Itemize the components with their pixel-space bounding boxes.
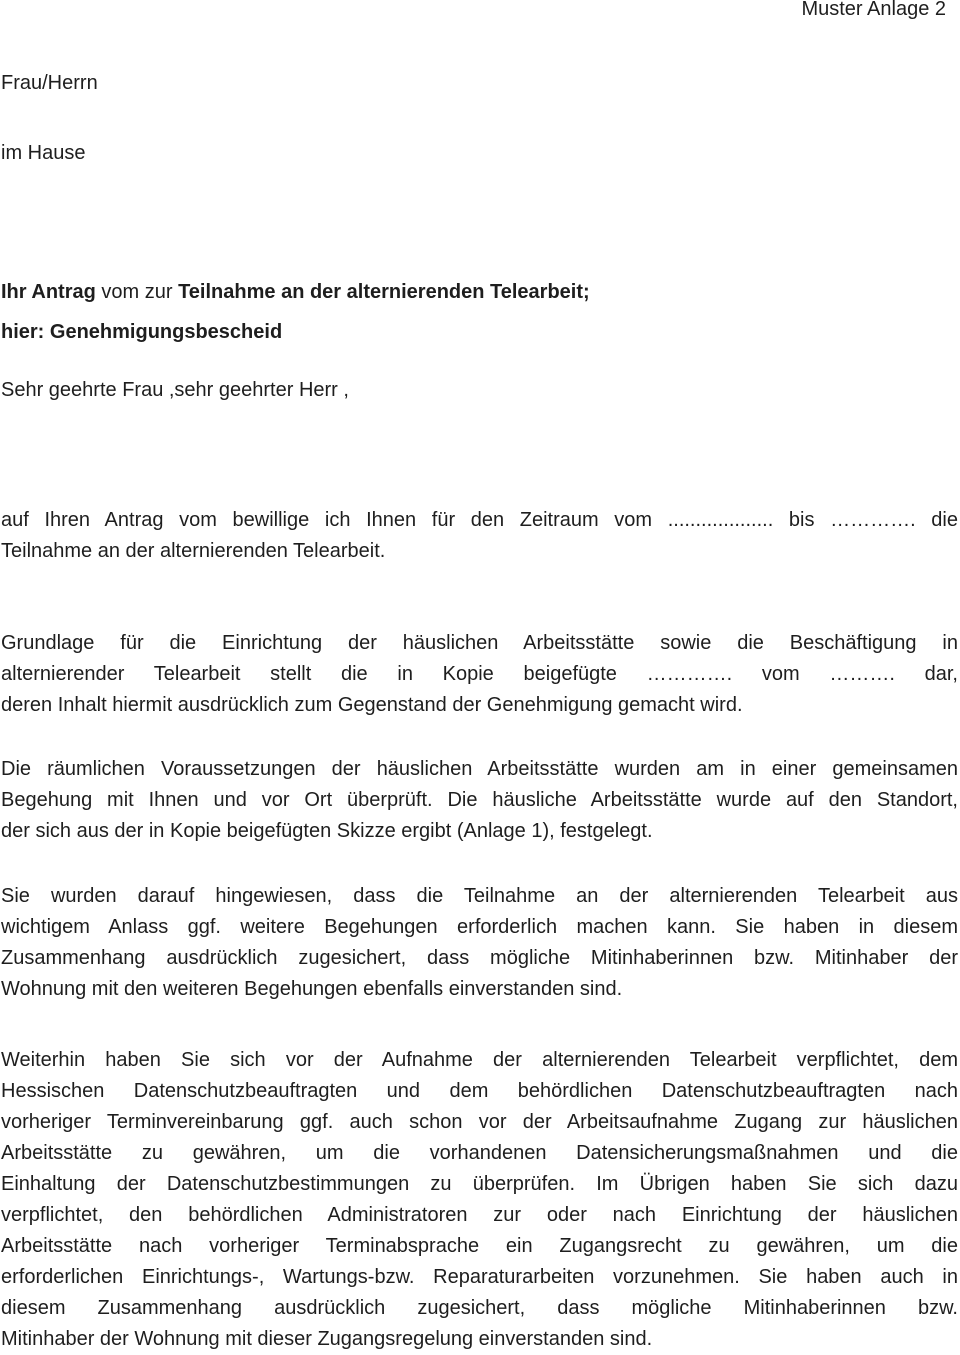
paragraph-1 (1, 505, 958, 567)
paragraph-line: Begehung mit Ihnen und vor Ort überprüft. Die häusliche Arbeitsstätte wurde auf den Standort, (1, 789, 958, 811)
paragraph-line: diesem Zusammenhang ausdrücklich zugesichert, dass mögliche Mitinhaberinnen bzw. (1, 1297, 958, 1319)
recipient-line (1, 68, 958, 99)
salutation-block (1, 375, 958, 406)
paragraph-line: Arbeitsstätte nach vorheriger Terminabsprache ein Zugangsrecht zu gewähren, um die (1, 1235, 958, 1257)
paragraph-3 (1, 754, 958, 847)
recipient-location (1, 138, 958, 169)
paragraph-line: auf Ihren Antrag vom bewillige ich Ihnen für den Zeitraum vom ................... bis …………. die (1, 509, 958, 531)
paragraph-line: Einhaltung der Datenschutzbestimmungen zu überprüfen. Im Übrigen haben Sie sich dazu (1, 1173, 958, 1195)
paragraph-5 (1, 1045, 958, 1355)
paragraph-line: Teilnahme an der alternierenden Telearbeit. (1, 540, 386, 562)
paragraph-line: deren Inhalt hiermit ausdrücklich zum Gegenstand der Genehmigung gemacht wird. (1, 694, 743, 716)
subject-bold-a: Ihr Antrag (1, 281, 96, 303)
paragraph-line: Zusammenhang ausdrücklich zugesichert, dass mögliche Mitinhaberinnen bzw. Mitinhaber der (1, 947, 958, 969)
subject-line-2: hier: Genehmigungsbescheid (1, 321, 283, 343)
paragraph-line: erforderlichen Einrichtungs-, Wartungs-bzw. Reparaturarbeiten vorzunehmen. Sie haben auch in (1, 1266, 958, 1288)
salutation: Sehr geehrte Frau ,sehr geehrter Herr , (1, 379, 349, 401)
paragraph-line: Grundlage für die Einrichtung der häuslichen Arbeitsstätte sowie die Beschäftigung in (1, 632, 958, 654)
paragraph-line: alternierender Telearbeit stellt die in Kopie beigefügte …………. vom ………. dar, (1, 663, 958, 685)
paragraph-line: Wohnung mit den weiteren Begehungen ebenfalls einverstanden sind. (1, 978, 623, 1000)
paragraph-line: Sie wurden darauf hingewiesen, dass die Teilnahme an der alternierenden Telearbeit aus (1, 885, 958, 907)
paragraph-line: verpflichtet, den behördlichen Administratoren zur oder nach Einrichtung der häuslichen (1, 1204, 958, 1226)
subject-normal: vom zur (95, 281, 179, 303)
paragraph-4 (1, 881, 958, 1005)
paragraph-line: Hessischen Datenschutzbeauftragten und dem behördlichen Datenschutzbeauftragten nach (1, 1080, 958, 1102)
annex-label: Muster Anlage 2 (801, 0, 946, 20)
subject (1, 277, 958, 348)
paragraph-line: Mitinhaber der Wohnung mit dieser Zugangsregelung einverstanden sind. (1, 1328, 653, 1350)
recipient-address: im Hause (1, 142, 86, 164)
subject-line-1 (1, 277, 958, 308)
paragraph-line: Die räumlichen Voraussetzungen der häuslichen Arbeitsstätte wurden am in einer gemeinsamen (1, 758, 958, 780)
subject-bold-b: Teilnahme an der alternierenden Telearbeit; (178, 281, 590, 303)
paragraph-line: Weiterhin haben Sie sich vor der Aufnahme der alternierenden Telearbeit verpflichtet, dem (1, 1049, 958, 1071)
paragraph-line: der sich aus der in Kopie beigefügten Skizze ergibt (Anlage 1), festgelegt. (1, 820, 653, 842)
paragraph-line: wichtigem Anlass ggf. weitere Begehungen erforderlich machen kann. Sie haben in diesem (1, 916, 958, 938)
recipient-name: Frau/Herrn (1, 72, 98, 94)
paragraph-line: Arbeitsstätte zu gewähren, um die vorhandenen Datensicherungsmaßnahmen und die (1, 1142, 958, 1164)
paragraph-line: vorheriger Terminvereinbarung ggf. auch schon vor der Arbeitsaufnahme Zugang zur häuslichen (1, 1111, 958, 1133)
paragraph-2 (1, 628, 958, 721)
